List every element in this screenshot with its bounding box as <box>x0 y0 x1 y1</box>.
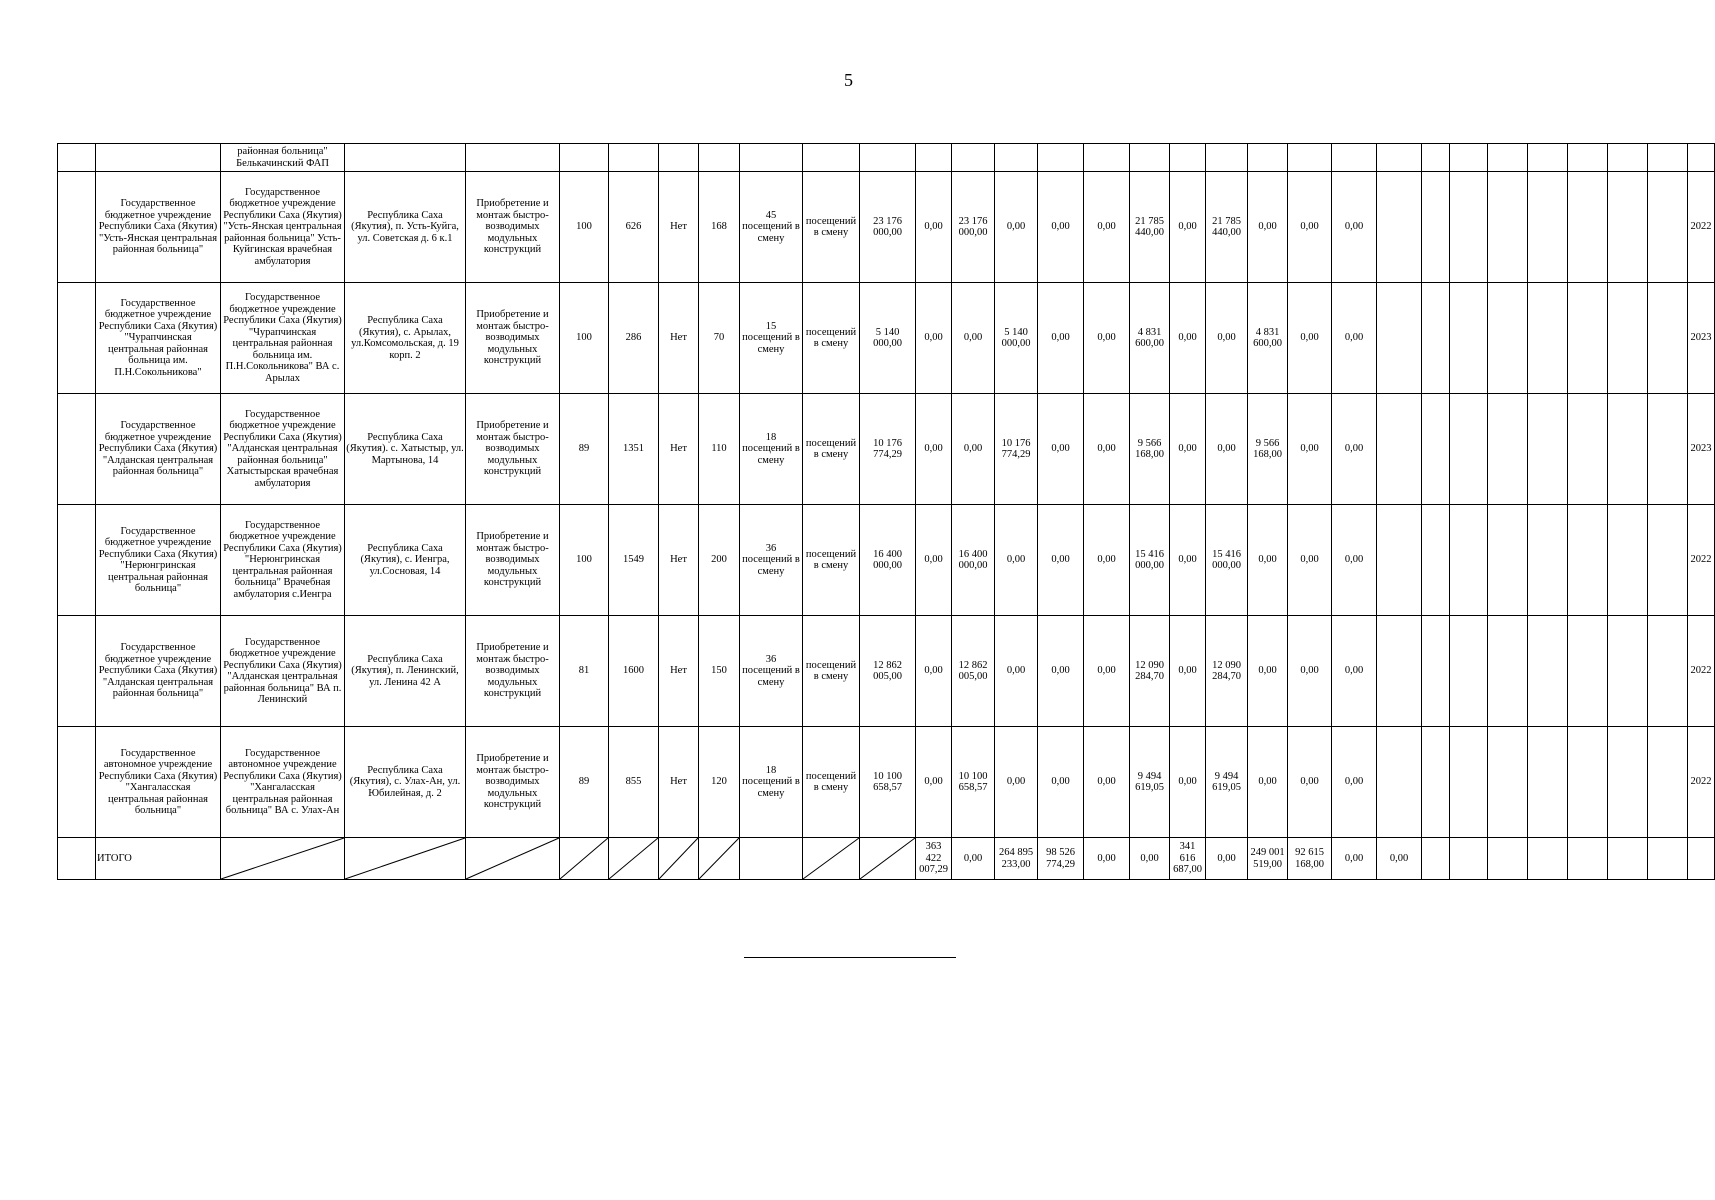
address-cell: Республика Саха (Якутия). с. Хатыстыр, ул. Мартынова, 14 <box>345 394 466 505</box>
number-cell: 150 <box>699 616 740 727</box>
total-row <box>58 838 1715 880</box>
amount-cell: 0,00 <box>1038 616 1084 727</box>
amount-cell: 0,00 <box>1170 505 1206 616</box>
amount-cell: 0,00 <box>1206 838 1248 880</box>
facilities-table <box>57 143 1715 880</box>
amount-cell: 0,00 <box>995 172 1038 283</box>
amount-cell: 0,00 <box>1038 394 1084 505</box>
recipient-cell: Государственное бюджетное учреждение Республики Саха (Якутия) "Алданская центральная районная больница" Хатыстырская врачебная амбулатория <box>221 394 345 505</box>
crossed-cell <box>803 838 860 880</box>
amount-cell: 0,00 <box>916 616 952 727</box>
capacity-cell: 18 посещений в смену <box>740 394 803 505</box>
amount-cell: 363 422 007,29 <box>916 838 952 880</box>
amount-cell: 12 090 284,70 <box>1206 616 1248 727</box>
capacity-cell: 36 посещений в смену <box>740 505 803 616</box>
number-cell: 89 <box>560 727 609 838</box>
amount-cell: 0,00 <box>1332 616 1377 727</box>
amount-cell: 15 416 000,00 <box>1206 505 1248 616</box>
amount-cell: 12 862 005,00 <box>860 616 916 727</box>
organization-cell: Государственное бюджетное учреждение Республики Саха (Якутия) "Усть-Янская центральная районная больница" <box>96 172 221 283</box>
amount-cell: 0,00 <box>1084 838 1130 880</box>
crossed-cell <box>345 838 466 880</box>
table-row <box>58 727 1715 838</box>
amount-cell: 10 100 658,57 <box>952 727 995 838</box>
crossed-cell <box>466 838 560 880</box>
amount-cell: 0,00 <box>1038 727 1084 838</box>
table-row <box>58 283 1715 394</box>
amount-cell: 341 616 687,00 <box>1170 838 1206 880</box>
unit-cell: посещений в смену <box>803 505 860 616</box>
amount-cell: 4 831 600,00 <box>1130 283 1170 394</box>
amount-cell: 0,00 <box>1084 616 1130 727</box>
number-cell: 100 <box>560 172 609 283</box>
amount-cell: 0,00 <box>1206 283 1248 394</box>
amount-cell: 0,00 <box>1084 727 1130 838</box>
number-cell: 168 <box>699 172 740 283</box>
crossed-cell <box>699 838 740 880</box>
page-number: 5 <box>844 70 853 90</box>
amount-cell: 0,00 <box>916 505 952 616</box>
crossed-cell <box>221 838 345 880</box>
amount-cell: 10 176 774,29 <box>860 394 916 505</box>
capacity-cell: 15 посещений в смену <box>740 283 803 394</box>
year-cell: 2023 <box>1688 283 1715 394</box>
address-cell: Республика Саха (Якутия), п. Ленинский, ул. Ленина 42 А <box>345 616 466 727</box>
amount-cell: 12 090 284,70 <box>1130 616 1170 727</box>
amount-cell: 9 566 168,00 <box>1130 394 1170 505</box>
amount-cell: 0,00 <box>916 727 952 838</box>
number-cell: 100 <box>560 283 609 394</box>
address-cell: Республика Саха (Якутия), с. Улах-Ан, ул. Юбилейная, д. 2 <box>345 727 466 838</box>
amount-cell: 4 831 600,00 <box>1248 283 1288 394</box>
amount-cell: 0,00 <box>1377 838 1422 880</box>
organization-cell: Государственное бюджетное учреждение Республики Саха (Якутия) "Алданская центральная районная больница" <box>96 394 221 505</box>
amount-cell: 0,00 <box>1038 283 1084 394</box>
year-cell: 2022 <box>1688 172 1715 283</box>
year-cell: 2022 <box>1688 727 1715 838</box>
amount-cell: 0,00 <box>1332 838 1377 880</box>
flag-cell: Нет <box>659 727 699 838</box>
amount-cell: 0,00 <box>1084 172 1130 283</box>
number-cell: 626 <box>609 172 659 283</box>
amount-cell: 98 526 774,29 <box>1038 838 1084 880</box>
recipient-cell: Государственное автономное учреждение Республики Саха (Якутия) "Хангаласская центральная районная больница" ВА с. Улах-Ан <box>221 727 345 838</box>
flag-cell: Нет <box>659 172 699 283</box>
amount-cell: 0,00 <box>1206 394 1248 505</box>
number-cell: 81 <box>560 616 609 727</box>
organization-cell: Государственное бюджетное учреждение Республики Саха (Якутия) "Чурапчинская центральная районная больница им. П.Н.Сокольникова" <box>96 283 221 394</box>
amount-cell: 0,00 <box>1332 172 1377 283</box>
amount-cell: 9 494 619,05 <box>1206 727 1248 838</box>
amount-cell: 9 494 619,05 <box>1130 727 1170 838</box>
amount-cell: 0,00 <box>995 505 1038 616</box>
unit-cell: посещений в смену <box>803 283 860 394</box>
unit-cell: посещений в смену <box>803 172 860 283</box>
number-cell: 89 <box>560 394 609 505</box>
amount-cell: 0,00 <box>995 616 1038 727</box>
recipient-cell: Государственное бюджетное учреждение Республики Саха (Якутия) "Алданская центральная районная больница" ВА п. Ленинский <box>221 616 345 727</box>
amount-cell: 0,00 <box>1288 283 1332 394</box>
end-rule <box>744 957 956 958</box>
number-cell: 70 <box>699 283 740 394</box>
crossed-cell <box>560 838 609 880</box>
unit-cell: посещений в смену <box>803 727 860 838</box>
amount-cell: 0,00 <box>952 838 995 880</box>
total-label: ИТОГО <box>96 838 221 880</box>
amount-cell: 0,00 <box>916 394 952 505</box>
amount-cell: 0,00 <box>1170 727 1206 838</box>
amount-cell: 12 862 005,00 <box>952 616 995 727</box>
work-type-cell: Приобретение и монтаж быстро-возводимых модульных конструкций <box>466 394 560 505</box>
capacity-cell: 18 посещений в смену <box>740 727 803 838</box>
amount-cell: 0,00 <box>916 283 952 394</box>
amount-cell: 10 100 658,57 <box>860 727 916 838</box>
recipient-cell: Государственное бюджетное учреждение Республики Саха (Якутия) "Чурапчинская центральная районная больница им. П.Н.Сокольникова" ВА с. Арылах <box>221 283 345 394</box>
table-row <box>58 172 1715 283</box>
crossed-cell <box>659 838 699 880</box>
work-type-cell: Приобретение и монтаж быстро-возводимых модульных конструкций <box>466 727 560 838</box>
number-cell: 855 <box>609 727 659 838</box>
amount-cell: 249 001 519,00 <box>1248 838 1288 880</box>
amount-cell: 0,00 <box>1170 394 1206 505</box>
table-row <box>58 505 1715 616</box>
amount-cell: 0,00 <box>1288 505 1332 616</box>
work-type-cell: Приобретение и монтаж быстро-возводимых модульных конструкций <box>466 505 560 616</box>
amount-cell: 0,00 <box>1332 394 1377 505</box>
number-cell: 120 <box>699 727 740 838</box>
number-cell: 1351 <box>609 394 659 505</box>
amount-cell: 5 140 000,00 <box>860 283 916 394</box>
amount-cell: 0,00 <box>995 727 1038 838</box>
amount-cell: 0,00 <box>1170 616 1206 727</box>
unit-cell: посещений в смену <box>803 394 860 505</box>
amount-cell: 0,00 <box>1288 727 1332 838</box>
amount-cell: 16 400 000,00 <box>860 505 916 616</box>
amount-cell: 0,00 <box>1288 394 1332 505</box>
table-row <box>58 144 1715 172</box>
year-cell: 2023 <box>1688 394 1715 505</box>
address-cell: Республика Саха (Якутия), п. Усть-Куйга, ул. Советская д. 6 к.1 <box>345 172 466 283</box>
flag-cell: Нет <box>659 616 699 727</box>
number-cell: 1600 <box>609 616 659 727</box>
amount-cell: 0,00 <box>1170 172 1206 283</box>
number-cell: 110 <box>699 394 740 505</box>
table-row <box>58 616 1715 727</box>
crossed-cell <box>860 838 916 880</box>
amount-cell: 0,00 <box>1332 505 1377 616</box>
address-cell: Республика Саха (Якутия), с. Иенгра, ул.Сосновая, 14 <box>345 505 466 616</box>
amount-cell: 16 400 000,00 <box>952 505 995 616</box>
amount-cell: 15 416 000,00 <box>1130 505 1170 616</box>
number-cell: 1549 <box>609 505 659 616</box>
recipient-cell: Государственное бюджетное учреждение Республики Саха (Якутия) "Нерюнгринская центральная районная больница" Врачебная амбулатория с.Иенгра <box>221 505 345 616</box>
crossed-cell <box>609 838 659 880</box>
amount-cell: 0,00 <box>1332 283 1377 394</box>
unit-cell: посещений в смену <box>803 616 860 727</box>
amount-cell: 10 176 774,29 <box>995 394 1038 505</box>
organization-cell: Государственное бюджетное учреждение Республики Саха (Якутия) "Нерюнгринская центральная районная больница" <box>96 505 221 616</box>
recipient-cell: районная больница" Белькачинский ФАП <box>221 144 345 172</box>
amount-cell: 0,00 <box>1332 727 1377 838</box>
amount-cell: 0,00 <box>1248 172 1288 283</box>
recipient-cell: Государственное бюджетное учреждение Республики Саха (Якутия) "Усть-Янская центральная районная больница" Усть-Куйгинская врачебная амбулатория <box>221 172 345 283</box>
amount-cell: 23 176 000,00 <box>860 172 916 283</box>
amount-cell: 9 566 168,00 <box>1248 394 1288 505</box>
amount-cell: 5 140 000,00 <box>995 283 1038 394</box>
amount-cell: 0,00 <box>1084 394 1130 505</box>
work-type-cell: Приобретение и монтаж быстро-возводимых модульных конструкций <box>466 172 560 283</box>
amount-cell: 0,00 <box>1248 616 1288 727</box>
table-row <box>58 394 1715 505</box>
amount-cell: 0,00 <box>1038 172 1084 283</box>
amount-cell: 21 785 440,00 <box>1130 172 1170 283</box>
amount-cell: 0,00 <box>1248 727 1288 838</box>
amount-cell: 21 785 440,00 <box>1206 172 1248 283</box>
year-cell: 2022 <box>1688 505 1715 616</box>
year-cell: 2022 <box>1688 616 1715 727</box>
organization-cell: Государственное автономное учреждение Республики Саха (Якутия) "Хангаласская центральная районная больница" <box>96 727 221 838</box>
amount-cell: 0,00 <box>916 172 952 283</box>
flag-cell: Нет <box>659 283 699 394</box>
amount-cell: 0,00 <box>952 394 995 505</box>
organization-cell: Государственное бюджетное учреждение Республики Саха (Якутия) "Алданская центральная районная больница" <box>96 616 221 727</box>
flag-cell: Нет <box>659 505 699 616</box>
amount-cell: 0,00 <box>1130 838 1170 880</box>
work-type-cell: Приобретение и монтаж быстро-возводимых модульных конструкций <box>466 283 560 394</box>
work-type-cell: Приобретение и монтаж быстро-возводимых модульных конструкций <box>466 616 560 727</box>
flag-cell: Нет <box>659 394 699 505</box>
amount-cell: 0,00 <box>1248 505 1288 616</box>
amount-cell: 0,00 <box>1084 283 1130 394</box>
address-cell: Республика Саха (Якутия), с. Арылах, ул.Комсомольская, д. 19 корп. 2 <box>345 283 466 394</box>
amount-cell: 0,00 <box>1288 172 1332 283</box>
number-cell: 100 <box>560 505 609 616</box>
amount-cell: 0,00 <box>952 283 995 394</box>
capacity-cell: 45 посещений в смену <box>740 172 803 283</box>
capacity-cell: 36 посещений в смену <box>740 616 803 727</box>
amount-cell: 23 176 000,00 <box>952 172 995 283</box>
number-cell: 286 <box>609 283 659 394</box>
amount-cell: 0,00 <box>1170 283 1206 394</box>
number-cell: 200 <box>699 505 740 616</box>
amount-cell: 0,00 <box>1084 505 1130 616</box>
amount-cell: 264 895 233,00 <box>995 838 1038 880</box>
amount-cell: 92 615 168,00 <box>1288 838 1332 880</box>
amount-cell: 0,00 <box>1038 505 1084 616</box>
amount-cell: 0,00 <box>1288 616 1332 727</box>
